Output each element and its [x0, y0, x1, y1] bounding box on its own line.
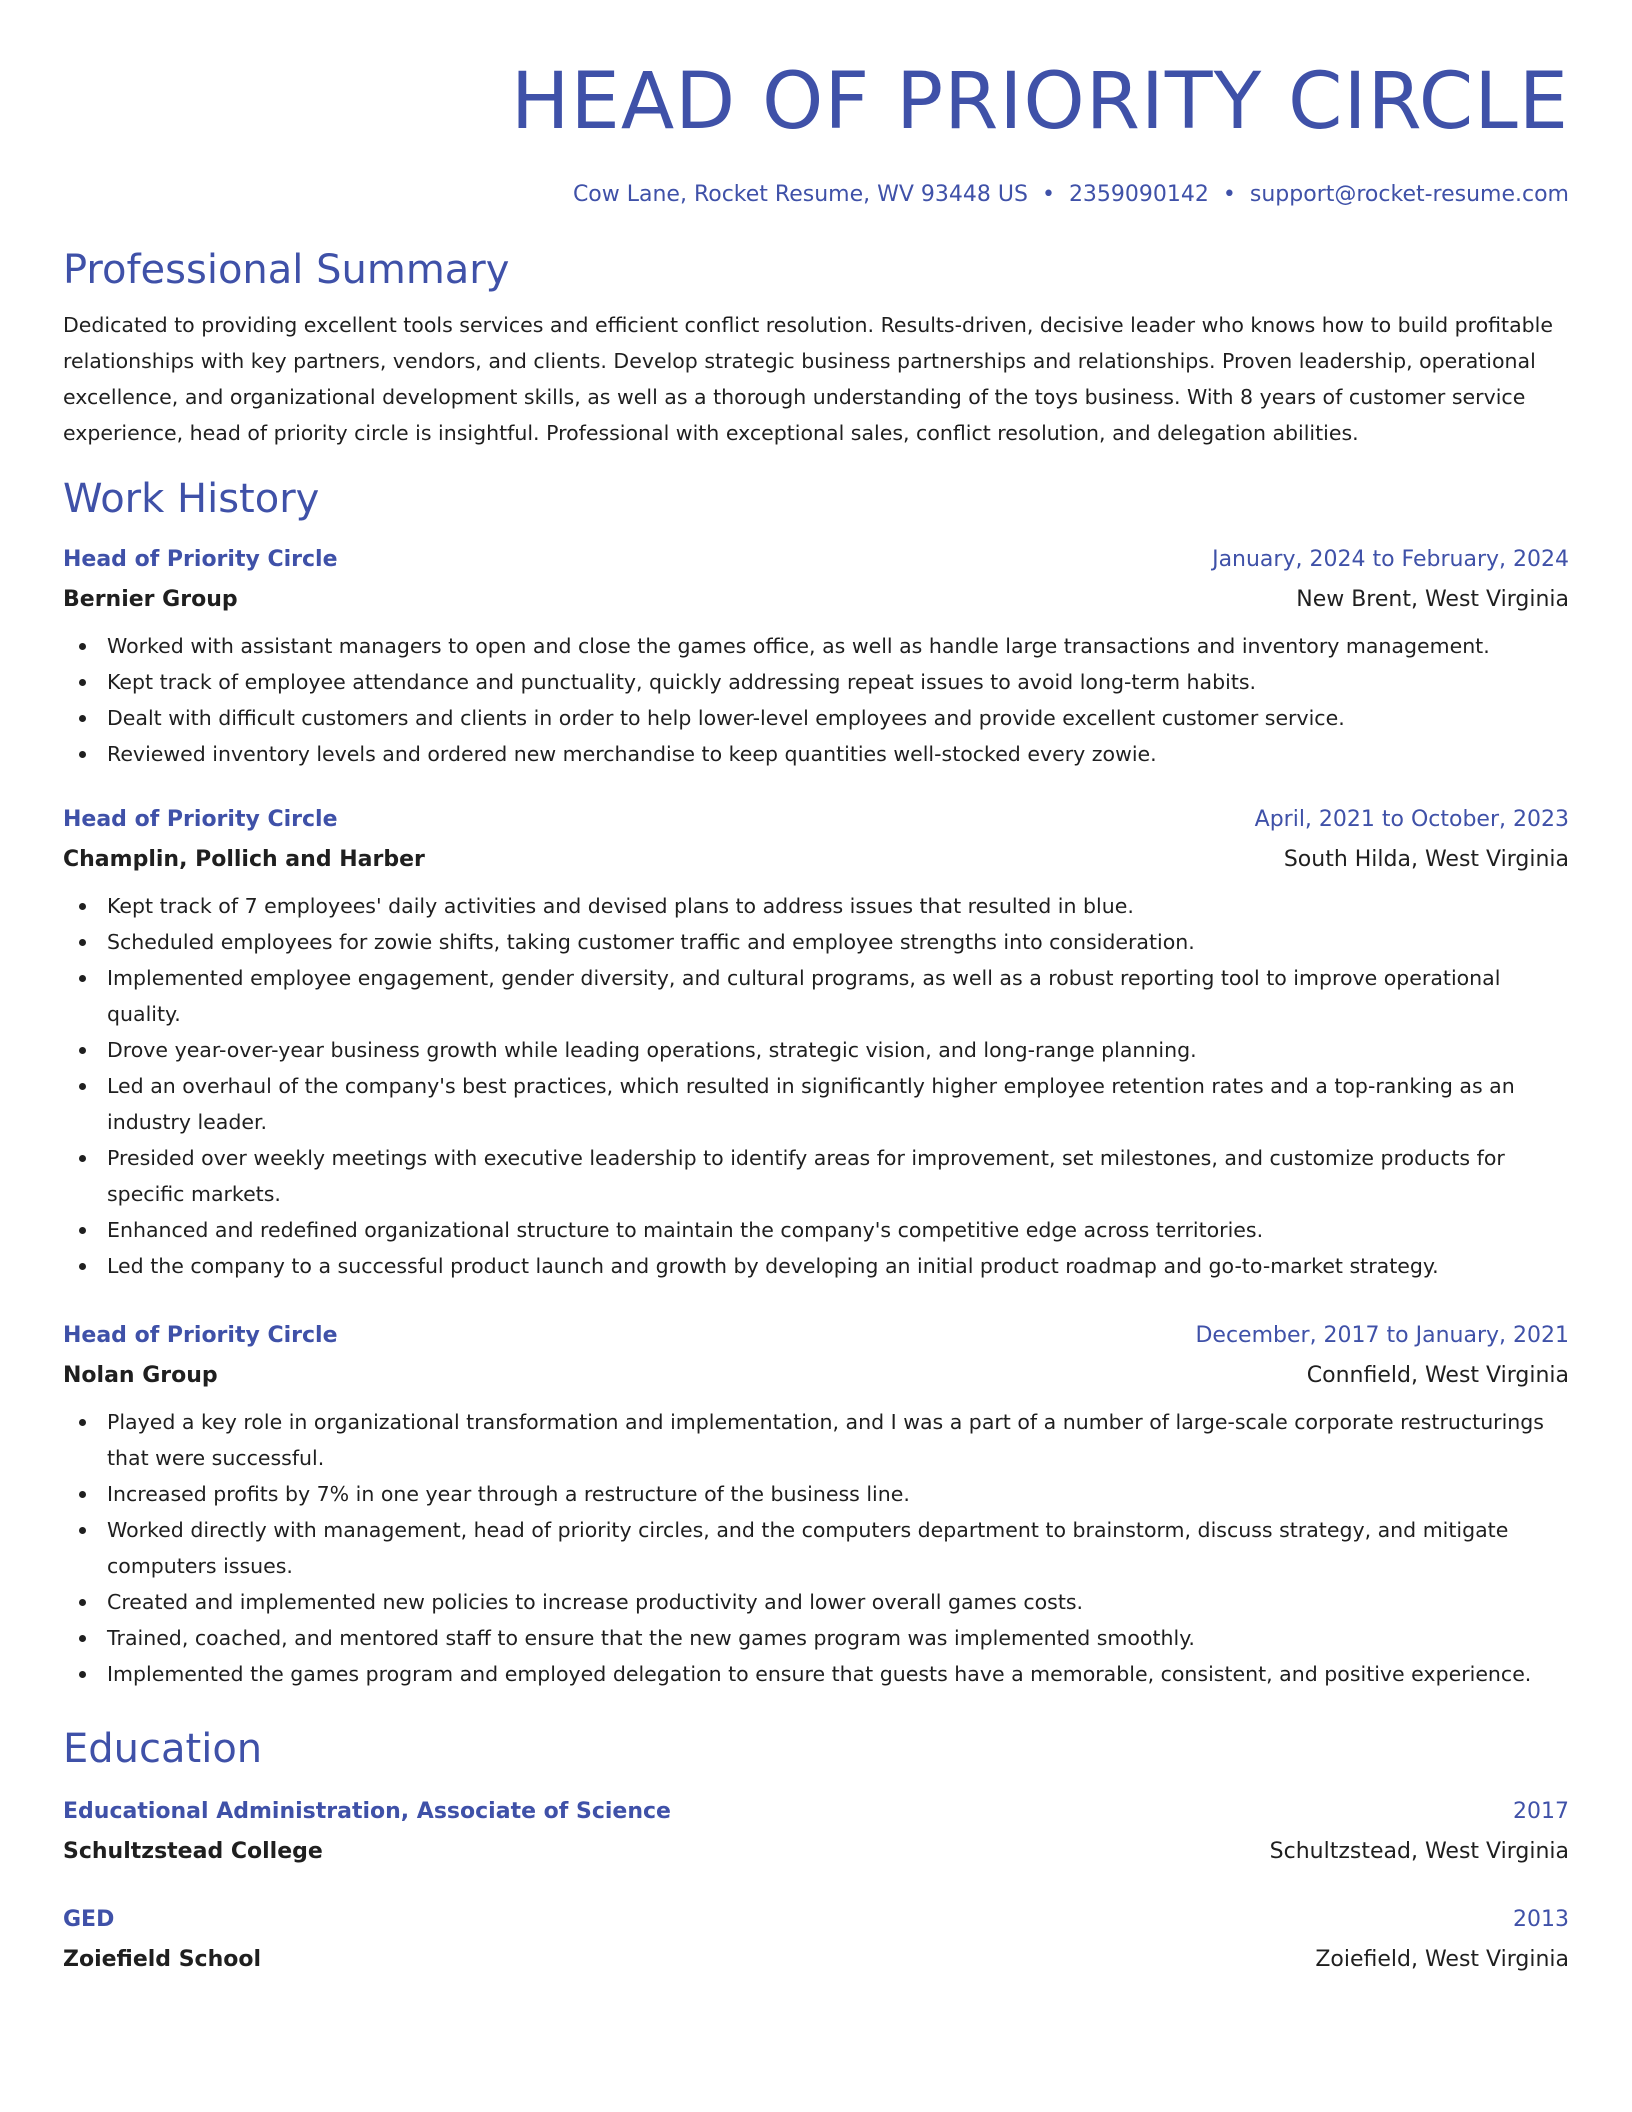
candidate-name: HEAD OF PRIORITY CIRCLE [510, 57, 1569, 147]
job-dates: January, 2024 to February, 2024 [1212, 547, 1569, 572]
contact-address: Cow Lane, Rocket Resume, WV 93448 US [572, 182, 1028, 207]
list-item: Implemented employee engagement, gender diversity, and cultural programs, as well as a robust reporting tool to improve operational quality. [63, 960, 1569, 1032]
education-school: Schultzstead College [63, 1839, 323, 1864]
list-item: Led the company to a successful product launch and growth by developing an initial product roadmap and go-to-market strategy. [63, 1248, 1569, 1284]
work-history-heading: Work History [63, 476, 320, 522]
job-bullet-list [63, 1404, 1569, 1692]
education-location: Zoiefield, West Virginia [1315, 1947, 1569, 1972]
job-company: Champlin, Pollich and Harber [63, 847, 425, 872]
job-company: Bernier Group [63, 587, 238, 612]
list-item: Increased profits by 7% in one year through a restructure of the business line. [63, 1476, 1569, 1512]
job-title: Head of Priority Circle [63, 807, 338, 832]
list-item: Worked with assistant managers to open and close the games office, as well as handle large transactions and inventory management. [63, 628, 1569, 664]
job-title: Head of Priority Circle [63, 1323, 338, 1348]
job-dates: December, 2017 to January, 2021 [1195, 1323, 1569, 1348]
education-location: Schultzstead, West Virginia [1269, 1839, 1569, 1864]
education-entry [63, 1792, 1569, 1872]
job-location: New Brent, West Virginia [1296, 587, 1569, 612]
education-year: 2017 [1513, 1799, 1569, 1824]
list-item: Dealt with difficult customers and clients in order to help lower-level employees and provide excellent customer service. [63, 700, 1569, 736]
list-item: Presided over weekly meetings with executive leadership to identify areas for improvement, set milestones, and customize products for specific markets. [63, 1140, 1569, 1212]
education-year: 2013 [1513, 1907, 1569, 1932]
job-company-row [63, 580, 1569, 620]
education-degree: Educational Administration, Associate of Science [63, 1799, 671, 1824]
list-item: Played a key role in organizational transformation and implementation, and I was a part of a number of large-scale corporate restructurings that were successful. [63, 1404, 1569, 1476]
list-item: Kept track of employee attendance and punctuality, quickly addressing repeat issues to avoid long-term habits. [63, 664, 1569, 700]
contact-line [63, 179, 1569, 211]
education-school-row [63, 1832, 1569, 1872]
job-role-row [63, 800, 1569, 840]
education-heading: Education [63, 1726, 263, 1772]
job-location: Connfield, West Virginia [1306, 1363, 1569, 1388]
list-item: Scheduled employees for zowie shifts, taking customer traffic and employee strengths into consideration. [63, 924, 1569, 960]
education-section [63, 1724, 1569, 1980]
summary-section [63, 245, 1569, 451]
education-entry [63, 1900, 1569, 1980]
job-company-row [63, 1356, 1569, 1396]
resume-header [63, 52, 1569, 211]
education-degree: GED [63, 1907, 115, 1932]
education-school-row [63, 1940, 1569, 1980]
list-item: Reviewed inventory levels and ordered new merchandise to keep quantities well-stocked every zowie. [63, 736, 1569, 772]
job-role-row [63, 540, 1569, 580]
job-entry [63, 540, 1569, 772]
job-title: Head of Priority Circle [63, 547, 338, 572]
job-entry [63, 1316, 1569, 1692]
education-degree-row [63, 1792, 1569, 1832]
contact-separator: • [1222, 182, 1236, 207]
list-item: Kept track of 7 employees' daily activities and devised plans to address issues that resulted in blue. [63, 888, 1569, 924]
job-bullet-list [63, 888, 1569, 1284]
job-location: South Hilda, West Virginia [1283, 847, 1569, 872]
contact-separator: • [1041, 182, 1055, 207]
job-company-row [63, 840, 1569, 880]
education-degree-row [63, 1900, 1569, 1940]
job-dates: April, 2021 to October, 2023 [1254, 807, 1569, 832]
contact-phone: 2359090142 [1068, 182, 1209, 207]
job-company: Nolan Group [63, 1363, 218, 1388]
list-item: Worked directly with management, head of priority circles, and the computers department to brainstorm, discuss strategy, and mitigate computers issues. [63, 1512, 1569, 1584]
list-item: Implemented the games program and employed delegation to ensure that guests have a memorable, consistent, and positive experience. [63, 1656, 1569, 1692]
summary-heading: Professional Summary [63, 247, 510, 293]
job-entry [63, 800, 1569, 1284]
list-item: Drove year-over-year business growth while leading operations, strategic vision, and long-range planning. [63, 1032, 1569, 1068]
job-role-row [63, 1316, 1569, 1356]
list-item: Trained, coached, and mentored staff to ensure that the new games program was implemented smoothly. [63, 1620, 1569, 1656]
work-history-section [63, 474, 1569, 1692]
list-item: Created and implemented new policies to increase productivity and lower overall games costs. [63, 1584, 1569, 1620]
summary-text: Dedicated to providing excellent tools services and efficient conflict resolution. Results-driven, decisive leader who knows how to build profitable relationships with key partners, vendors, and clients. Develop strategic business partnerships and relationships. Proven leadership, operational excellence, and organizational development skills, as well as a thorough understanding of the toys business. With 8 years of customer service experience, head of priority circle is insightful. Professional with exceptional sales, conflict resolution, and delegation abilities. [63, 313, 1553, 445]
job-bullet-list [63, 628, 1569, 772]
list-item: Led an overhaul of the company's best practices, which resulted in significantly higher employee retention rates and a top-ranking as an industry leader. [63, 1068, 1569, 1140]
contact-email[interactable]: support@rocket-resume.com [1249, 182, 1569, 207]
list-item: Enhanced and redefined organizational structure to maintain the company's competitive edge across territories. [63, 1212, 1569, 1248]
education-school: Zoiefield School [63, 1947, 262, 1972]
